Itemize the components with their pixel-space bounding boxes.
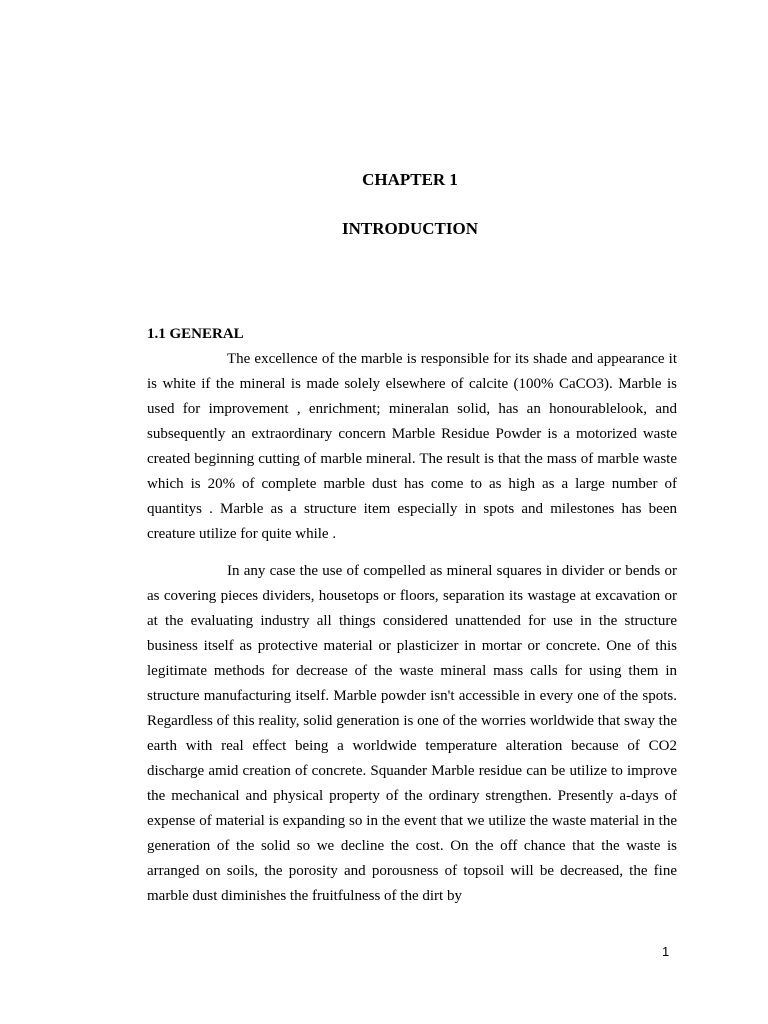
body-paragraph-2: In any case the use of compelled as mineral squares in divider or bends or as covering pieces dividers, housetops or floors, separation its wastage at excavation or at the evaluating industry all things considered unattended for use in the structure business itself as protective material or plasticizer in mortar or concrete. One of this legitimate methods for decrease of the waste mineral mass calls for using them in structure manufacturing itself. Marble powder isn't accessible in every one of the spots. Regardless of this reality, solid generation is one of the worries worldwide that sway the earth with real effect being a worldwide temperature alteration because of CO2 discharge amid creation of concrete. Squander Marble residue can be utilize to improve the mechanical and physical property of the ordinary strengthen. Presently a-days of expense of material is expanding so in the event that we utilize the waste material in the generation of the solid so we decline the cost. On the off chance that the waste is arranged on soils, the porosity and porousness of topsoil will be decreased, the fine marble dust diminishes the fruitfulness of the dirt by <box>147 563 677 904</box>
page-number: 1 <box>662 944 670 959</box>
body-paragraph-1: The excellence of the marble is responsible for its shade and appearance it is white if the mineral is made solely elsewhere of calcite (100% CaCO3). Marble is used for improvement , enrichment; mineralan solid, has an honourablelook, and subsequently an extraordinary concern Marble Residue Powder is a motorized waste created beginning cutting of marble mineral. The result is that the mass of marble waste which is 20% of complete marble dust has come to as high as a large number of quantitys . Marble as a structure item especially in spots and milestones has been creature utilize for quite while . <box>147 351 677 542</box>
chapter-label: CHAPTER 1 <box>362 170 458 189</box>
chapter-title: INTRODUCTION <box>341 219 479 238</box>
section-heading: 1.1 GENERAL <box>147 326 244 342</box>
